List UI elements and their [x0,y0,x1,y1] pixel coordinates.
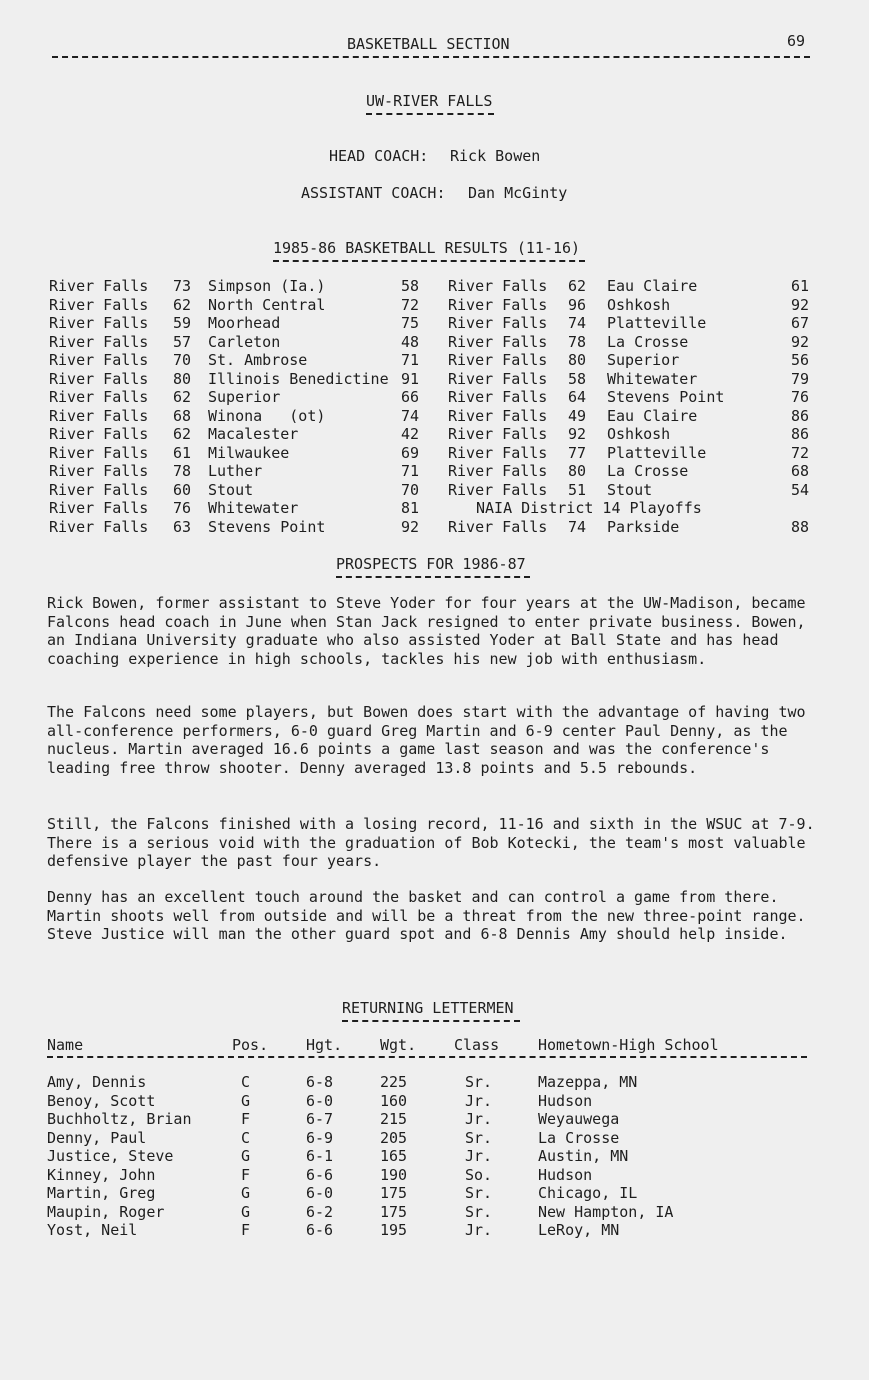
page-number: 69 [787,32,806,50]
letterman-class: Jr. [465,1091,493,1110]
team-name: River Falls [448,518,548,536]
team-score: 74 [568,314,587,332]
result-row [0,444,869,462]
letterman-wgt: 225 [380,1073,408,1091]
team-name: River Falls [448,351,548,369]
opponent-name: Oshkosh [607,295,671,314]
team-name: River Falls [49,499,149,517]
col-name-header: Name [47,1036,84,1054]
letterman-name: Denny, Paul [47,1128,147,1147]
team-score: 64 [568,388,587,406]
team-name: River Falls [49,351,149,369]
opponent-name: Stout [208,480,254,499]
letterman-hgt: 6-7 [306,1110,334,1128]
opponent-score: 68 [791,462,810,480]
letterman-hometown: Mazeppa, MN [538,1073,638,1091]
team-name: River Falls [448,295,548,314]
team-score: 51 [568,480,587,499]
team-score: 62 [173,295,192,314]
opponent-score: 86 [791,406,810,425]
team-score: 80 [568,462,587,480]
team-score: 78 [568,332,587,351]
letterman-hgt: 6-1 [306,1147,334,1165]
team-score: 49 [568,406,587,425]
team-name: River Falls [49,332,149,351]
letterman-hgt: 6-2 [306,1202,334,1221]
letterman-name: Justice, Steve [47,1147,174,1165]
opponent-score: 74 [401,406,420,425]
letterman-pos: G [241,1091,251,1110]
lettermen-header-row [0,1036,869,1054]
result-row [0,351,869,369]
team-score: 63 [173,517,192,536]
team-name: River Falls [49,295,149,314]
playoffs-heading: NAIA District 14 Playoffs [476,499,702,517]
opponent-score: 79 [791,369,810,388]
opponent-score: 92 [401,517,420,536]
letterman-name: Kinney, John [47,1165,156,1184]
result-row [0,333,869,351]
opponent-name: Stevens Point [607,388,725,406]
opponent-name: Winona (ot) [208,406,326,425]
letterman-wgt: 160 [380,1091,408,1110]
lettermen-title: RETURNING LETTERMEN [342,999,514,1017]
letterman-pos: G [241,1184,251,1202]
letterman-name: Buchholtz, Brian [47,1110,192,1128]
opponent-score: 56 [791,351,810,369]
opponent-score: 71 [401,462,420,480]
opponent-score: 92 [791,295,810,314]
opponent-score: 58 [401,277,420,295]
letterman-pos: F [241,1110,251,1128]
opponent-score: 71 [401,351,420,369]
team-score: 80 [568,351,587,369]
opponent-name: Stevens Point [208,517,326,536]
letterman-hgt: 6-0 [306,1091,334,1110]
team-name: River Falls [448,314,548,332]
opponent-score: 76 [791,388,810,406]
team-name: River Falls [49,314,149,332]
team-score: 62 [173,388,192,406]
letterman-pos: G [241,1202,251,1221]
letterman-hometown: Austin, MN [538,1147,629,1165]
col-hgt-header: Hgt. [306,1036,343,1054]
playoff-game-row [0,518,869,536]
letterman-class: Jr. [465,1221,493,1239]
team-name: River Falls [49,277,149,295]
letterman-name: Maupin, Roger [47,1202,165,1221]
team-score: 78 [173,462,192,480]
col-class-header: Class [454,1036,500,1054]
opponent-name: Whitewater [208,499,299,517]
result-row [0,296,869,314]
team-score: 76 [173,499,192,517]
letterman-hometown: La Crosse [538,1128,620,1147]
opponent-name: Simpson (Ia.) [208,277,326,295]
letterman-pos: C [241,1128,251,1147]
team-score: 62 [568,277,587,295]
opponent-name: Eau Claire [607,406,698,425]
opponent-name: St. Ambrose [208,351,308,369]
team-name: River Falls [448,369,548,388]
team-score: 59 [173,314,192,332]
team-score: 92 [568,425,587,443]
result-row [0,499,869,517]
opponent-name: Platteville [607,314,707,332]
team-name: River Falls [448,277,548,295]
opponent-score: 61 [791,277,810,295]
result-row [0,388,869,406]
letterman-wgt: 205 [380,1128,408,1147]
letterman-hometown: Hudson [538,1091,593,1110]
prospects-paragraph-3: Still, the Falcons finished with a losing record, 11-16 and sixth in the WSUC at 7-9. There is a serious void with the graduation of Bob Kotecki, the team's most valuable defensive player the past four years. [47,815,815,870]
letterman-wgt: 190 [380,1165,408,1184]
team-score: 58 [568,369,587,388]
result-row [0,277,869,295]
opponent-score: 48 [401,332,420,351]
team-score: 61 [173,443,192,462]
opponent-score: 81 [401,499,420,517]
col-pos-header: Pos. [232,1036,269,1054]
result-row [0,425,869,443]
team-name: River Falls [448,406,548,425]
team-name: River Falls [49,369,149,388]
opponent-name: Carleton [208,332,281,351]
prospects-title: PROSPECTS FOR 1986-87 [336,555,526,573]
letterman-row [0,1184,869,1202]
opponent-name: Macalester [208,425,299,443]
opponent-name: Superior [208,388,281,406]
letterman-row [0,1203,869,1221]
opponent-score: 69 [401,443,420,462]
letterman-hgt: 6-9 [306,1128,334,1147]
opponent-name: Parkside [607,518,680,536]
letterman-row [0,1092,869,1110]
col-hometown-header: Hometown-High School [538,1036,719,1054]
letterman-row [0,1166,869,1184]
school-name: UW-RIVER FALLS [366,92,493,110]
opponent-score: 91 [401,369,420,388]
opponent-name: Illinois Benedictine [208,369,389,388]
letterman-hgt: 6-6 [306,1165,334,1184]
letterman-row [0,1221,869,1239]
team-score: 62 [173,425,192,443]
letterman-class: Sr. [465,1184,493,1202]
letterman-row [0,1110,869,1128]
opponent-score: 92 [791,332,810,351]
result-row [0,370,869,388]
results-title: 1985-86 BASKETBALL RESULTS (11-16) [273,239,581,257]
school-name-underline [366,113,494,115]
team-name: River Falls [448,462,548,480]
team-name: River Falls [448,480,548,499]
letterman-row [0,1073,869,1091]
letterman-hometown: New Hampton, IA [538,1202,674,1221]
opponent-score: 86 [791,425,810,443]
lettermen-title-underline [342,1020,520,1022]
opponent-score: 67 [791,314,810,332]
col-wgt-header: Wgt. [380,1036,417,1054]
opponent-score: 70 [401,480,420,499]
team-name: River Falls [49,425,149,443]
letterman-hgt: 6-0 [306,1184,334,1202]
letterman-hometown: Chicago, IL [538,1184,638,1202]
opponent-name: Platteville [607,443,707,462]
assistant-coach-label: ASSISTANT COACH: [301,184,446,202]
opponent-name: Stout [607,480,653,499]
team-name: River Falls [49,517,149,536]
letterman-wgt: 215 [380,1110,408,1128]
team-score: 73 [173,277,192,295]
letterman-wgt: 165 [380,1147,408,1165]
opponent-score: 54 [791,480,810,499]
opponent-score: 72 [401,295,420,314]
opponent-name: La Crosse [607,462,689,480]
prospects-paragraph-1: Rick Bowen, former assistant to Steve Yoder for four years at the UW-Madison, became Falcons head coach in June when Stan Jack resigned to enter private business. Bowen, an Indiana University graduate who also assisted Yoder at Ball State and has head coaching experience in high schools, tackles his new job with enthusiasm. [47,594,806,668]
team-name: River Falls [49,443,149,462]
letterman-pos: C [241,1073,251,1091]
letterman-class: Jr. [465,1110,493,1128]
letterman-row [0,1129,869,1147]
team-score: 60 [173,480,192,499]
team-score: 96 [568,295,587,314]
letterman-name: Amy, Dennis [47,1073,147,1091]
opponent-name: Luther [208,462,263,480]
letterman-hgt: 6-6 [306,1221,334,1239]
letterman-name: Benoy, Scott [47,1091,156,1110]
result-row [0,481,869,499]
letterman-pos: F [241,1165,251,1184]
letterman-class: Jr. [465,1147,493,1165]
team-score: 74 [568,518,587,536]
header-rule [52,56,810,58]
section-title: BASKETBALL SECTION [347,35,510,53]
result-row [0,407,869,425]
team-name: River Falls [49,406,149,425]
letterman-name: Yost, Neil [47,1221,138,1239]
prospects-paragraph-4: Denny has an excellent touch around the basket and can control a game from there. Martin shoots well from outside and will be a threat from the new three-point range. Steve Justice will man the other guard spot and 6-8 Dennis Amy should help inside. [47,888,806,943]
opponent-name: La Crosse [607,332,689,351]
letterman-wgt: 195 [380,1221,408,1239]
opponent-score: 42 [401,425,420,443]
team-name: River Falls [448,332,548,351]
letterman-hgt: 6-8 [306,1073,334,1091]
team-name: River Falls [448,443,548,462]
team-score: 68 [173,406,192,425]
opponent-name: Superior [607,351,680,369]
opponent-score: 88 [791,518,810,536]
prospects-paragraph-2: The Falcons need some players, but Bowen does start with the advantage of having two all-conference performers, 6-0 guard Greg Martin and 6-9 center Paul Denny, as the nucleus. Martin averaged 16.6 points a game last season and was the conference's leading free throw shooter. Denny averaged 13.8 points and 5.5 rebounds. [47,703,806,777]
opponent-name: Oshkosh [607,425,671,443]
opponent-name: Whitewater [607,369,698,388]
team-name: River Falls [49,388,149,406]
letterman-class: Sr. [465,1128,493,1147]
opponent-score: 72 [791,443,810,462]
opponent-score: 66 [401,388,420,406]
letterman-pos: G [241,1147,251,1165]
letterman-class: Sr. [465,1073,493,1091]
team-name: River Falls [49,462,149,480]
team-name: River Falls [448,425,548,443]
head-coach-label: HEAD COACH: [329,147,429,165]
team-score: 77 [568,443,587,462]
opponent-name: Milwaukee [208,443,290,462]
team-name: River Falls [49,480,149,499]
opponent-name: North Central [208,295,326,314]
assistant-coach-name: Dan McGinty [468,184,568,202]
letterman-wgt: 175 [380,1202,408,1221]
letterman-pos: F [241,1221,251,1239]
letterman-hometown: LeRoy, MN [538,1221,620,1239]
opponent-score: 75 [401,314,420,332]
prospects-title-underline [336,576,530,578]
team-score: 57 [173,332,192,351]
results-title-underline [273,260,585,262]
letterman-class: So. [465,1165,493,1184]
head-coach-name: Rick Bowen [450,147,541,165]
result-row [0,462,869,480]
letterman-class: Sr. [465,1202,493,1221]
letterman-name: Martin, Greg [47,1184,156,1202]
lettermen-header-rule [47,1056,807,1058]
letterman-wgt: 175 [380,1184,408,1202]
team-score: 70 [173,351,192,369]
result-row [0,314,869,332]
letterman-row [0,1147,869,1165]
team-name: River Falls [448,388,548,406]
opponent-name: Eau Claire [607,277,698,295]
opponent-name: Moorhead [208,314,281,332]
letterman-hometown: Weyauwega [538,1110,620,1128]
letterman-hometown: Hudson [538,1165,593,1184]
team-score: 80 [173,369,192,388]
